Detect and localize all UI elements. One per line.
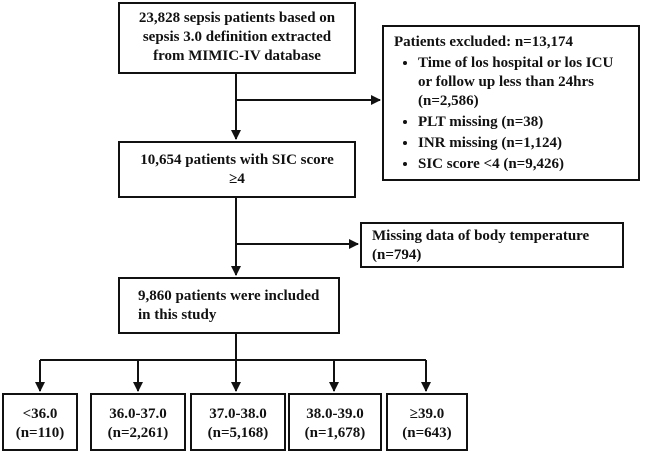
temp-missing-box [360,222,624,268]
included-box-line2: in this study [138,307,217,323]
excluded-box [382,25,640,181]
group-box-5 [386,393,468,451]
temp-missing-line2: (n=794) [372,247,422,263]
group-range: 36.0-37.0 [109,406,167,422]
excluded-item: • Time of los hospital or los ICU or follow up less than 24hrs (n=2,586) [418,54,630,111]
sic-box-line2: ≥4 [229,171,245,187]
group-box-3 [190,393,286,451]
group-box-2 [90,393,186,451]
excluded-title: Patients excluded: n=13,174 [394,34,573,50]
included-box [118,277,340,334]
start-box [118,2,356,74]
start-box-line3: from MIMIC-IV database [153,48,321,64]
excluded-list [394,54,630,174]
excluded-item: • PLT missing (n=38) [418,113,630,132]
group-range: <36.0 [22,406,58,422]
start-box-line2: sepsis 3.0 definition extracted [142,29,332,45]
included-box-line1: 9,860 patients were included [138,288,320,304]
group-count: (n=643) [402,425,452,441]
excluded-item: • SIC score <4 (n=9,426) [418,155,630,174]
group-range: 37.0-38.0 [209,406,267,422]
sic-box-line1: 10,654 patients with SIC score [140,152,334,168]
sic-box [118,141,356,198]
group-box-1 [2,393,78,451]
group-count: (n=110) [15,425,65,441]
group-count: (n=1,678) [304,425,366,441]
start-box-line1: 23,828 sepsis patients based on [138,10,336,26]
temp-missing-line1: Missing data of body temperature [372,228,590,244]
group-range: 38.0-39.0 [306,406,364,422]
excluded-item: • INR missing (n=1,124) [418,134,630,153]
group-count: (n=2,261) [107,425,169,441]
group-box-4 [288,393,382,451]
group-count: (n=5,168) [207,425,269,441]
group-range: ≥39.0 [409,406,445,422]
